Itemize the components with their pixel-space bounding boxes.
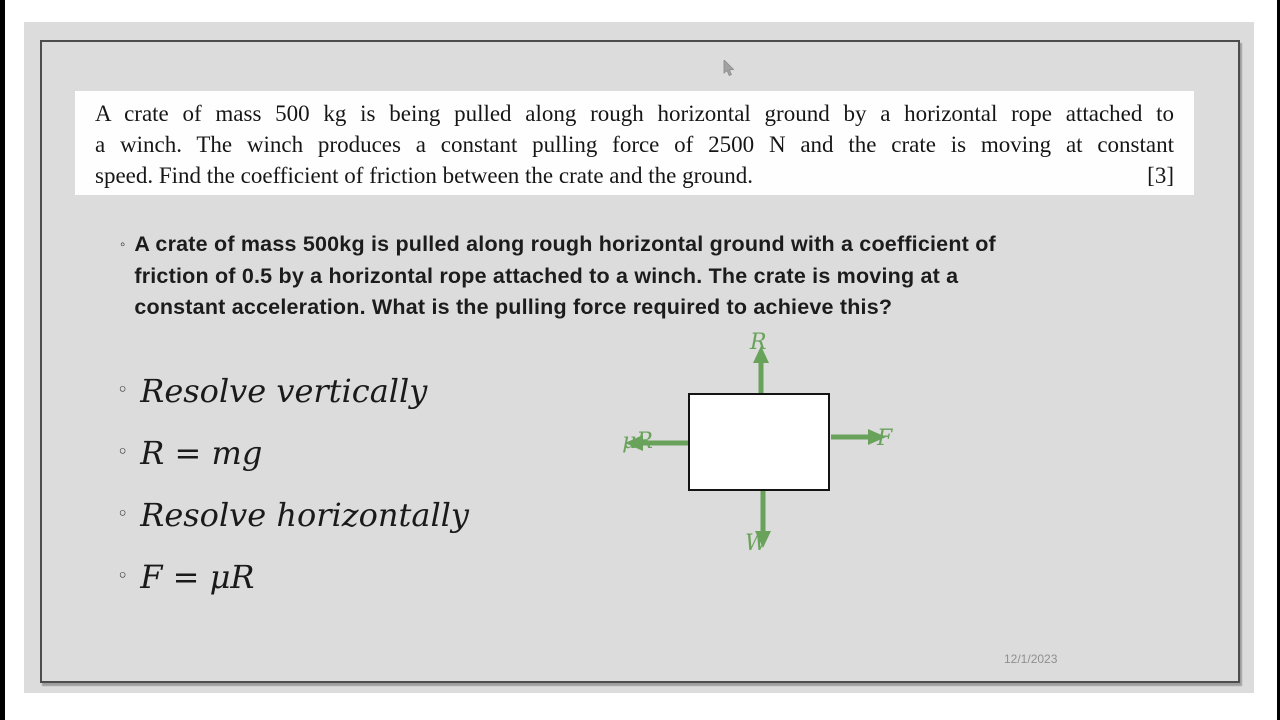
question-line-1: A crate of mass 500 kg is being pulled along rough horizontal ground by a horizontal rope attached to bbox=[95, 101, 1174, 126]
equation-f-equals-mu-r: F = μR bbox=[140, 558, 255, 596]
bullet-marker: ◦ bbox=[117, 565, 129, 587]
bullet-marker: ◦ bbox=[117, 503, 129, 525]
solution-step bbox=[117, 369, 469, 413]
solution-step bbox=[117, 493, 469, 537]
solution-step bbox=[117, 431, 469, 475]
question-line-3 bbox=[95, 160, 1174, 191]
step-resolve-vertically: Resolve vertically bbox=[140, 372, 428, 410]
video-letterbox-left bbox=[0, 0, 5, 720]
solution-steps bbox=[117, 369, 469, 617]
problem-statement-text bbox=[134, 229, 996, 324]
bullet-marker: ◦ bbox=[120, 236, 126, 253]
step-resolve-horizontally: Resolve horizontally bbox=[140, 496, 469, 534]
equation-r-equals-mg: R = mg bbox=[140, 434, 263, 472]
problem-statement bbox=[120, 229, 1120, 324]
bullet-marker: ◦ bbox=[117, 379, 129, 401]
force-label-weight: W bbox=[745, 531, 768, 556]
problem-line-2: friction of 0.5 by a horizontal rope attached to a winch. The crate is moving at a bbox=[134, 263, 959, 288]
question-line-3-text: speed. Find the coefficient of friction between the crate and the ground. bbox=[95, 163, 754, 188]
exam-question-box bbox=[75, 91, 1194, 195]
marks-badge: [3] bbox=[1147, 163, 1174, 188]
solution-step bbox=[117, 555, 469, 599]
slide-date: 12/1/2023 bbox=[1004, 652, 1058, 666]
force-label-friction: μR bbox=[622, 429, 653, 454]
problem-line-3: constant acceleration. What is the pulling force required to achieve this? bbox=[134, 295, 893, 319]
mouse-cursor-icon bbox=[723, 60, 737, 78]
question-line-2: a winch. The winch produces a constant pulling force of 2500 N and the crate is moving at constant bbox=[95, 132, 1174, 157]
problem-line-1: A crate of mass 500kg is pulled along rough horizontal ground with a coefficient of bbox=[134, 232, 996, 256]
force-label-normal-reaction: R bbox=[750, 330, 767, 355]
bullet-marker: ◦ bbox=[117, 441, 129, 463]
force-label-pulling-force: F bbox=[877, 426, 893, 451]
